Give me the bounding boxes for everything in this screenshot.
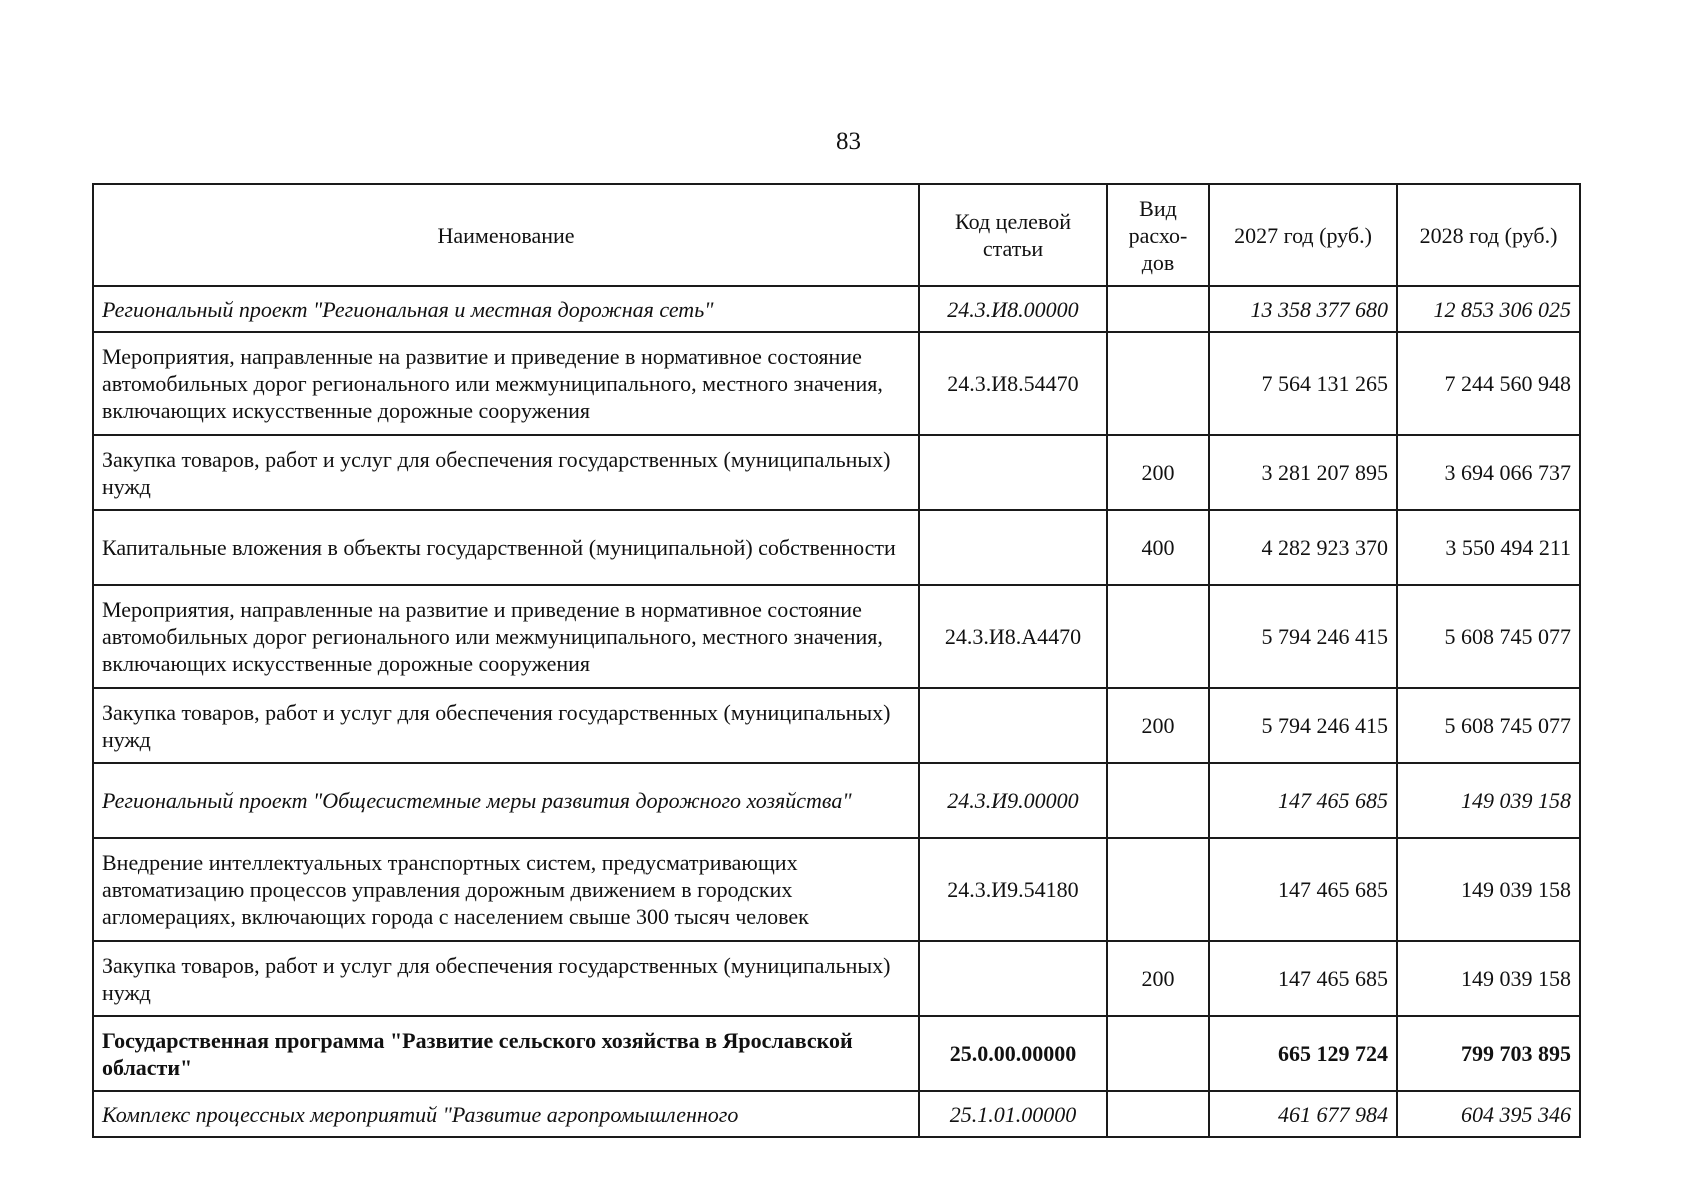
row-2028-cell: 3 694 066 737 xyxy=(1397,435,1580,510)
row-type-cell: 200 xyxy=(1107,688,1209,763)
row-code-cell: 25.1.01.00000 xyxy=(919,1091,1107,1137)
row-2028-cell: 799 703 895 xyxy=(1397,1016,1580,1091)
row-code-cell xyxy=(919,688,1107,763)
budget-table xyxy=(92,183,1581,1138)
row-code-cell: 25.0.00.00000 xyxy=(919,1016,1107,1091)
row-2027-cell: 5 794 246 415 xyxy=(1209,585,1397,688)
row-type-cell xyxy=(1107,585,1209,688)
row-2027-cell: 147 465 685 xyxy=(1209,941,1397,1016)
row-name-cell: Региональный проект "Региональная и местная дорожная сеть" xyxy=(93,286,919,332)
table-row xyxy=(93,941,1580,1016)
row-code-cell: 24.3.И8.А4470 xyxy=(919,585,1107,688)
row-type-cell xyxy=(1107,1091,1209,1137)
row-name-cell: Государственная программа "Развитие сельского хозяйства в Ярославской области" xyxy=(93,1016,919,1091)
row-code-cell: 24.3.И9.54180 xyxy=(919,838,1107,941)
row-name-cell: Закупка товаров, работ и услуг для обеспечения государственных (муниципальных) нужд xyxy=(93,688,919,763)
table-row xyxy=(93,286,1580,332)
table-row xyxy=(93,838,1580,941)
row-2028-cell: 149 039 158 xyxy=(1397,763,1580,838)
row-2027-cell: 461 677 984 xyxy=(1209,1091,1397,1137)
row-code-cell xyxy=(919,941,1107,1016)
row-2028-cell: 3 550 494 211 xyxy=(1397,510,1580,585)
row-type-cell: 200 xyxy=(1107,941,1209,1016)
row-2028-cell: 149 039 158 xyxy=(1397,838,1580,941)
row-type-cell xyxy=(1107,332,1209,435)
row-name-cell: Закупка товаров, работ и услуг для обеспечения государственных (муниципальных) нужд xyxy=(93,941,919,1016)
row-code-cell xyxy=(919,435,1107,510)
table-row xyxy=(93,1016,1580,1091)
row-code-cell: 24.3.И9.00000 xyxy=(919,763,1107,838)
row-2027-cell: 147 465 685 xyxy=(1209,763,1397,838)
row-2028-cell: 12 853 306 025 xyxy=(1397,286,1580,332)
row-2027-cell: 4 282 923 370 xyxy=(1209,510,1397,585)
row-name-cell: Комплекс процессных мероприятий "Развитие агропромышленного xyxy=(93,1091,919,1137)
table-row xyxy=(93,435,1580,510)
row-type-cell: 400 xyxy=(1107,510,1209,585)
row-type-cell xyxy=(1107,838,1209,941)
row-2027-cell: 7 564 131 265 xyxy=(1209,332,1397,435)
table-row xyxy=(93,510,1580,585)
table-row xyxy=(93,763,1580,838)
row-name-cell: Внедрение интеллектуальных транспортных систем, предусматривающих автоматизацию процессов управления дорожным движением в городских агломерациях, включающих города с населением свыше 300 тысяч человек xyxy=(93,838,919,941)
row-2027-cell: 13 358 377 680 xyxy=(1209,286,1397,332)
row-code-cell: 24.3.И8.54470 xyxy=(919,332,1107,435)
row-2027-cell: 3 281 207 895 xyxy=(1209,435,1397,510)
table-row xyxy=(93,332,1580,435)
row-name-cell: Капитальные вложения в объекты государственной (муниципальной) собственности xyxy=(93,510,919,585)
row-2028-cell: 149 039 158 xyxy=(1397,941,1580,1016)
row-type-cell xyxy=(1107,286,1209,332)
row-2028-cell: 5 608 745 077 xyxy=(1397,688,1580,763)
row-name-cell: Мероприятия, направленные на развитие и приведение в нормативное состояние автомобильных дорог регионального или межмуниципального, местного значения, включающих искусственные дорожные сооружения xyxy=(93,585,919,688)
row-name-cell: Закупка товаров, работ и услуг для обеспечения государственных (муниципальных) нужд xyxy=(93,435,919,510)
page-number: 83 xyxy=(836,128,861,155)
table-row xyxy=(93,688,1580,763)
header-name: Наименование xyxy=(93,184,919,286)
row-type-cell: 200 xyxy=(1107,435,1209,510)
header-code: Код целевой статьи xyxy=(919,184,1107,286)
row-2027-cell: 5 794 246 415 xyxy=(1209,688,1397,763)
table-body xyxy=(93,286,1580,1137)
table-header-row xyxy=(93,184,1580,286)
row-type-cell xyxy=(1107,763,1209,838)
row-type-cell xyxy=(1107,1016,1209,1091)
header-2028: 2028 год (руб.) xyxy=(1397,184,1580,286)
table-row xyxy=(93,1091,1580,1137)
row-2027-cell: 147 465 685 xyxy=(1209,838,1397,941)
row-2028-cell: 5 608 745 077 xyxy=(1397,585,1580,688)
header-type: Вид расхо-дов xyxy=(1107,184,1209,286)
row-2028-cell: 7 244 560 948 xyxy=(1397,332,1580,435)
row-name-cell: Мероприятия, направленные на развитие и приведение в нормативное состояние автомобильных дорог регионального или межмуниципального, местного значения, включающих искусственные дорожные сооружения xyxy=(93,332,919,435)
row-code-cell: 24.3.И8.00000 xyxy=(919,286,1107,332)
row-name-cell: Региональный проект "Общесистемные меры развития дорожного хозяйства" xyxy=(93,763,919,838)
row-code-cell xyxy=(919,510,1107,585)
row-2027-cell: 665 129 724 xyxy=(1209,1016,1397,1091)
table-row xyxy=(93,585,1580,688)
header-2027: 2027 год (руб.) xyxy=(1209,184,1397,286)
row-2028-cell: 604 395 346 xyxy=(1397,1091,1580,1137)
